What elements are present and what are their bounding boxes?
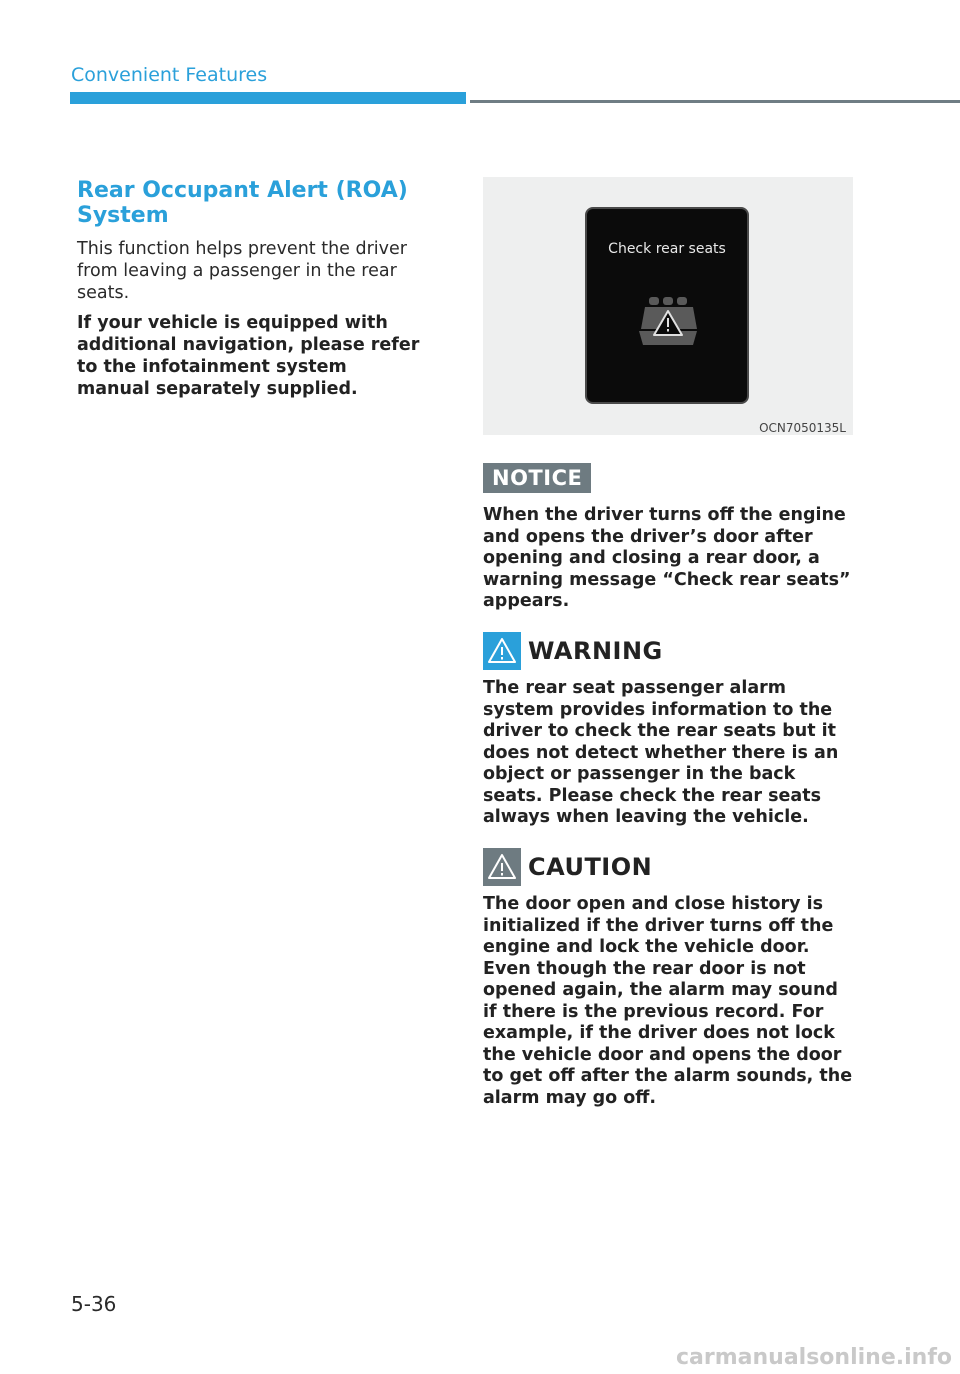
page-title: Rear Occupant Alert (ROA) System xyxy=(77,178,408,228)
notice-text: When the driver turns off the engine and opens the driver’s door after opening and closing a rear door, a warning message “Check rear seats” appears. xyxy=(483,505,851,611)
cluster-screen xyxy=(585,207,749,404)
notice-box xyxy=(483,463,853,613)
intro-paragraph: This function helps prevent the driver from leaving a passenger in the rear seats. xyxy=(77,239,407,303)
caution-label: CAUTION xyxy=(528,853,653,881)
caution-box xyxy=(483,848,853,1109)
header-rule-accent xyxy=(70,92,466,104)
rear-seats-warning-icon xyxy=(635,291,701,355)
warning-box xyxy=(483,632,853,829)
left-column xyxy=(77,178,422,400)
caution-icon xyxy=(483,848,521,886)
section-header: Convenient Features xyxy=(71,64,268,86)
screen-message: Check rear seats xyxy=(608,241,726,257)
page-number: 5-36 xyxy=(71,1292,117,1316)
warning-label: WARNING xyxy=(528,637,663,665)
warning-text: The rear seat passenger alarm system provides information to the driver to check the rear seats but it does not detect whether there is an object or passenger in the back seats. Please check the rear seats always when leaving the vehicle. xyxy=(483,678,839,827)
figure-code: OCN7050135L xyxy=(759,421,846,435)
navigation-note: If your vehicle is equipped with additional navigation, please refer to the infotainment system manual separately supplied. xyxy=(77,313,420,399)
watermark: carmanualsonline.info xyxy=(676,1345,952,1370)
header-rule xyxy=(470,100,960,103)
cluster-figure xyxy=(483,177,853,435)
notice-label: NOTICE xyxy=(483,463,591,493)
warning-icon xyxy=(483,632,521,670)
caution-text: The door open and close history is initialized if the driver turns off the engine and lock the vehicle door. Even though the rear door is not opened again, the alarm may sound if there is the previous record. For example, if the driver does not lock the vehicle door and opens the door to get off after the alarm sounds, the alarm may go off. xyxy=(483,894,853,1108)
